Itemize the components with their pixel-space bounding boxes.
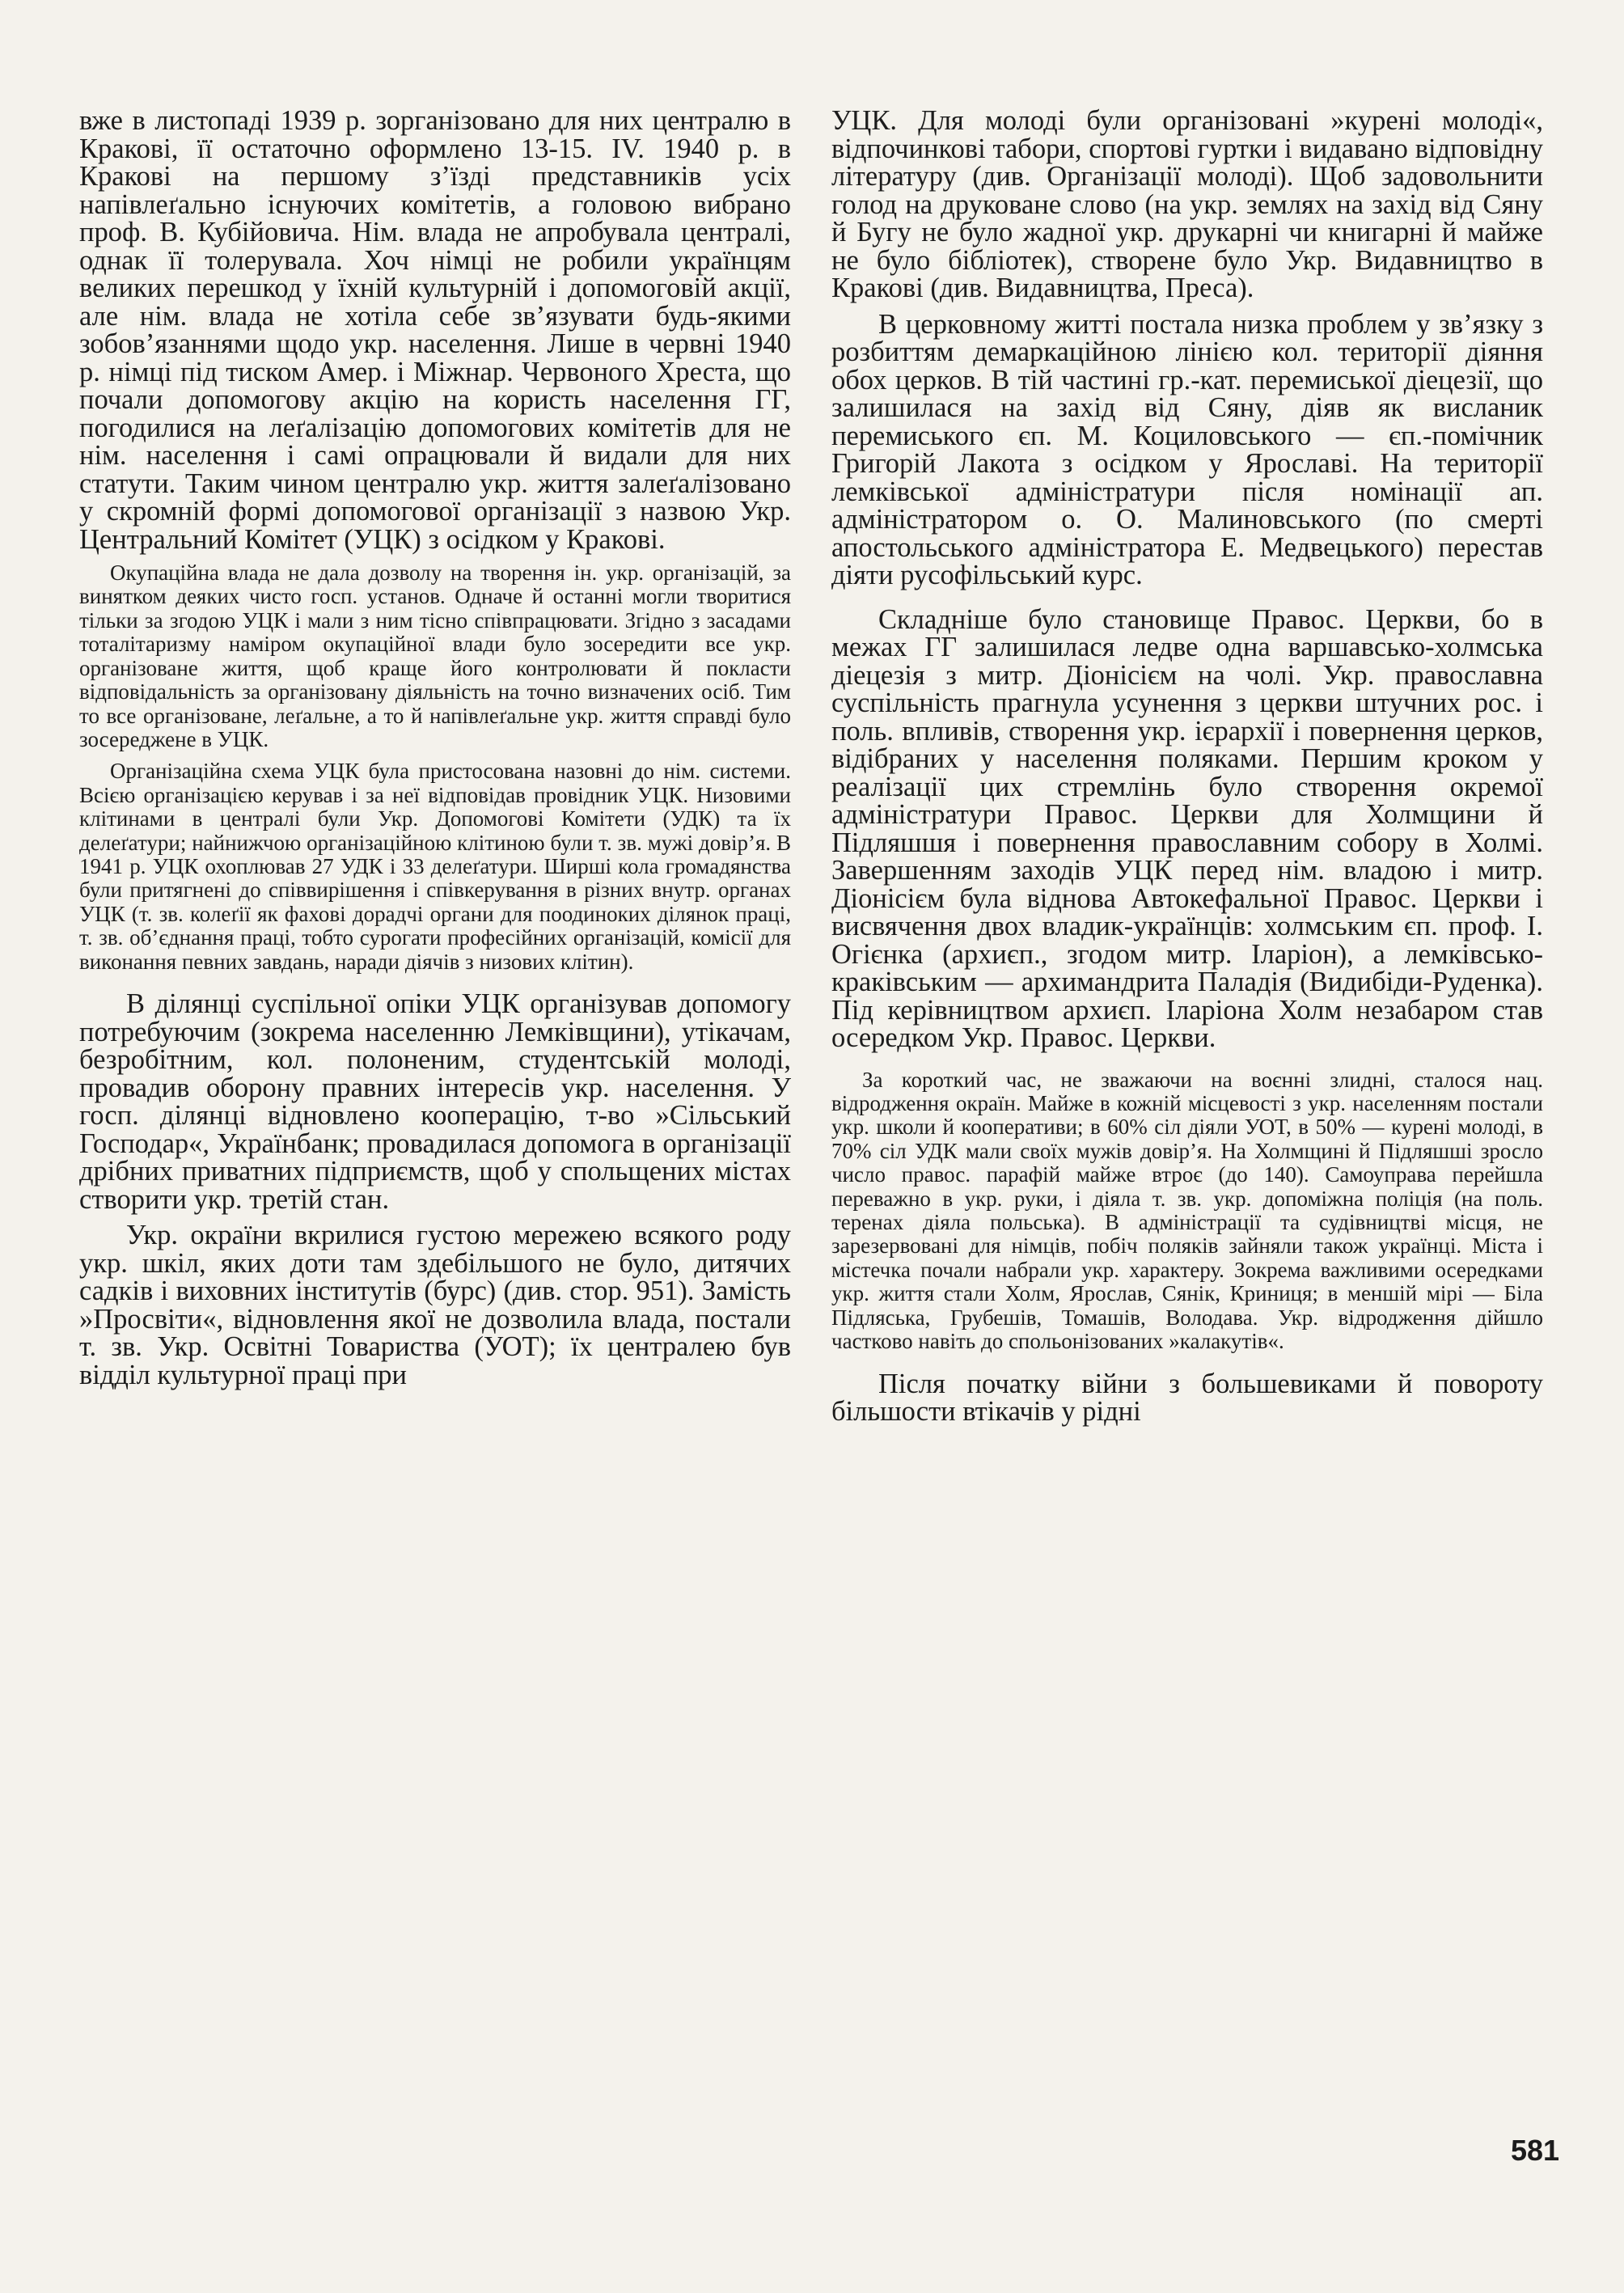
small-print-paragraph: За короткий час, не зважаючи на воєнні злидні, сталося нац. відродження окраїн. Майже в кожній місцевості з укр. населенням постали укр. школи й кооперативи; в 60% сіл діяли УОТ, в 50% — курені молоді, в 70% сіл УДК мали своїх мужів довір’я. На Холмщині й Підляшші зросло число правос. парафій майже втроє (до 140). Самоуправа перейшла переважно в укр. руки, і діяла т. зв. укр. допоміжна поліція (на поль. теренах діяла польська). В адміністрації та судівництві місця, не зарезервовані для німців, побіч поляків зайняли також українці. Міста і містечка почали набрали укр. характеру. Зокрема важливими осередками укр. життя стали Холм, Ярослав, Сянік, Криниця; в меншій мірі — Біла Підляська, Грубешів, Томашів, Володава. Укр. відродження дійшло частково навіть до спольонізованих »калакутів«. [831,1067,1543,1354]
left-column [79,107,791,1389]
small-print-paragraph: Організаційна схема УЦК була пристосована назовні до нім. системи. Всією організацією керував і за неї відповідав провідник УЦК. Низовими клітинами в централі були Укр. Допомогові Комітети (УДК) та їх делеґатури; найнижчою організаційною клітиною були т. зв. мужі довір’я. В 1941 р. УЦК охоплював 27 УДК і 33 делеґатури. Ширші кола громадянства були притягнені до співвирішення і співкерування в різних внутр. органах УЦК (т. зв. колеґії як фахові дорадчі органи для поодиноких ділянок праці, т. зв. об’єднання праці, тобто сурогати професійних організацій, комісії для виконання певних завдань, наради діячів з низових клітин). [79,759,791,974]
small-print-paragraph: Окупаційна влада не дала дозволу на творення ін. укр. організацій, за винятком деяких чисто госп. установ. Одначе й останні могли творитися тільки за згодою УЦК і мали з ним тісно співпрацювати. Згідно з засадами тоталітаризму наміром окупаційної влади було зосередити все укр. організоване життя, щоб краще його контролювати й покласти відповідальність за організовану діяльність на точно визначених осіб. Тим то все організоване, леґальне, а то й напівлеґальне укр. життя справді було зосереджене в УЦК. [79,561,791,751]
paragraph: вже в листопаді 1939 р. зорганізовано для них централю в Кракові, її остаточно оформлено 13-15. IV. 1940 р. в Кракові на першому з’їзді представників усіх напівлеґально існуючих комітетів, а головою вибрано проф. В. Кубійовича. Нім. влада не апробувала централі, однак її толерувала. Хоч німці не робили українцям великих перешкод у їхній культурній і допомоговій акції, але нім. влада не хотіла себе зв’язувати будь-якими зобов’язаннями щодо укр. населення. Лише в червні 1940 р. німці під тиском Амер. і Міжнар. Червоного Хреста, що почали допомогову акцію на користь населення ГГ, погодилися на леґалізацію допомогових комітетів для не нім. населення і самі опрацювали й видали для них статути. Таким чином централю укр. життя залеґалізовано у скромній формі допомогової організації з назвою Укр. Центральний Комітет (УЦК) з осідком у Кракові. [79,105,791,555]
right-column [831,107,1543,1426]
page-number: 581 [1511,2134,1560,2167]
paragraph: Після початку війни з большевиками й повороту більшости втікачів у рідні [831,1368,1543,1428]
paragraph: В ділянці суспільної опіки УЦК організував допомогу потребуючим (зокрема населенню Лемківщини), утікачам, безробітним, кол. полоненим, студентській молоді, провадив оборону правних інтересів укр. населення. У госп. ділянці відновлено кооперацію, т-во »Сільський Господар«, Укрaїнбанк; провадилася допомога в організації дрібних приватних підприємств, щоб у спольщених містах створити укр. третій стан. [79,988,791,1215]
paragraph: В церковному житті постала низка проблем у зв’язку з розбиттям демаркаційною лінією кол. території діяння обох церков. В тій частині гр.-кат. перемиської діецезії, що залишилася на захід від Сяну, діяв як висланик перемиського єп. М. Коциловського — єп.-помічник Григорій Лакота з осідком у Ярославі. На території лемківської адміністратури після номінації ап. адміністратором о. О. Малиновського (по смерті апостольського адміністратора Е. Медвецького) перестав діяти русофільський курс. [831,308,1543,590]
paragraph: Складніше було становище Правос. Церкви, бо в межах ГГ залишилася ледве одна варшавсько-холмська діецезія з митр. Діонісієм на чолі. Укр. православна суспільність прагнула усунення з церкви штучних рос. і поль. впливів, створення укр. ієрархії і повернення церков, відібраних у населення поляками. Першим кроком у реалізації цих стремлінь було створення окремої адміністратури Правос. Церкви для Холмщини й Підляшшя і повернення православним собору в Холмі. Завершенням заходів УЦК перед нім. владою і митр. Діонісієм була віднова Автокефальної Правос. Церкви і висвячення двох владик-українців: холмським єп. проф. І. Огієнка (архиєп., згодом митр. Іларіон), а лемківсько-краківським — архимандрита Паладія (Видибіди-Руденка). Під керівництвом архиєп. Іларіона Холм незабаром став осередком Укр. Правос. Церкви. [831,603,1543,1053]
paragraph: УЦК. Для молоді були організовані »курені молоді«, відпочинкові табори, спортові гуртки і видавано відповідну літературу (див. Організації молоді). Щоб задовольнити голод на друковане слово (на укр. землях на захід від Сяну й Бугу не було жадної укр. друкарні чи книгарні й майже не було бібліотек), створене було Укр. Видавництво в Кракові (див. Видавництва, Преса). [831,105,1543,303]
paragraph: Укр. окраїни вкрилися густою мережею всякого роду укр. шкіл, яких доти там здебільшого не було, дитячих садків і виховних інститутів (бурс) (див. стор. 951). Замість »Просвіти«, відновлення якої не дозволила влада, постали т. зв. Укр. Освітні Товариства (УОТ); їх централею був відділ культурної праці при [79,1220,791,1390]
